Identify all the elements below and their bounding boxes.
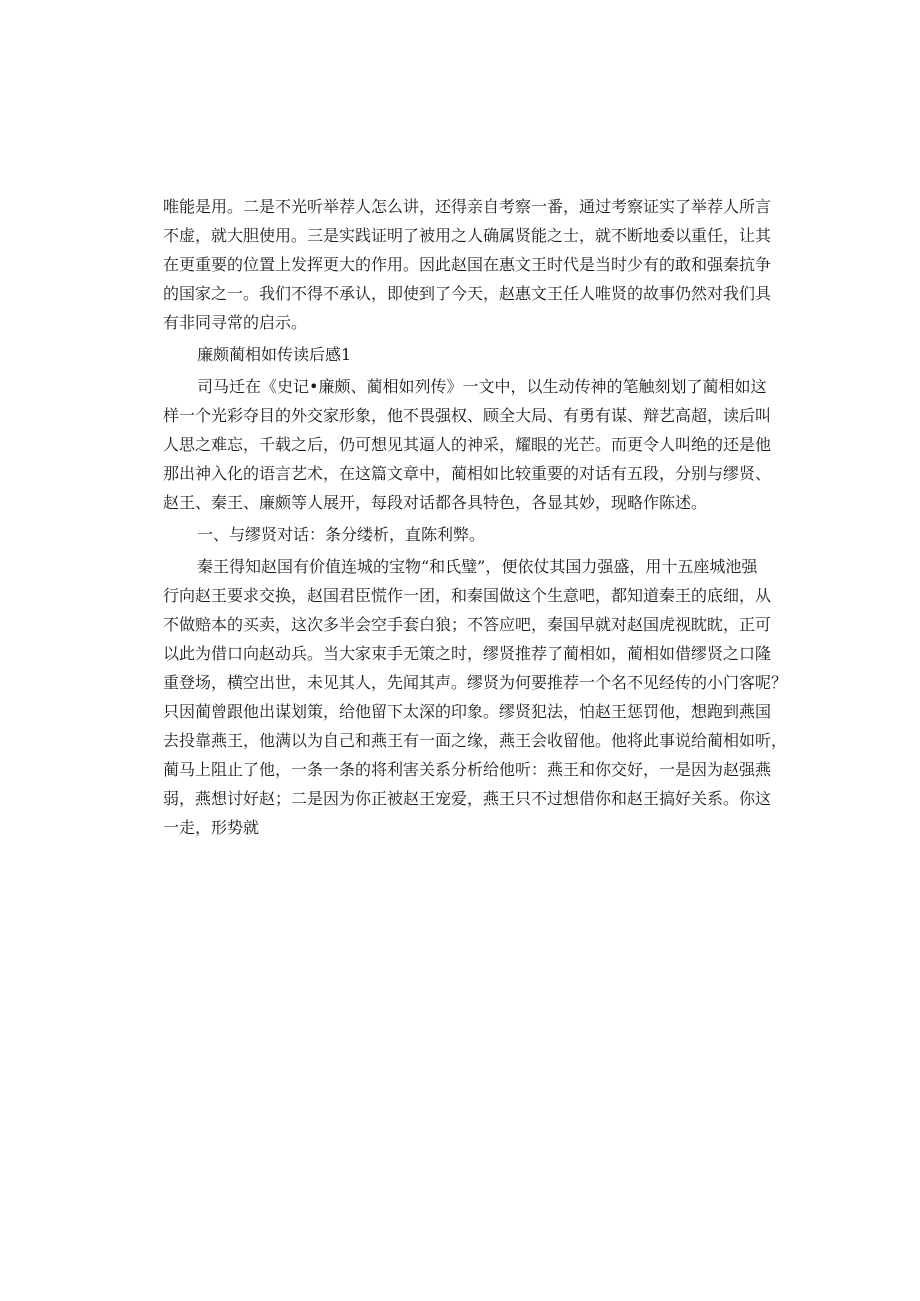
text-line: 赵王、秦王、廉颇等人展开，每段对话都各具特色，各显其妙，现略作陈述。 — [163, 493, 708, 512]
text-line: 行向赵王要求交换，赵国君臣慌作一团，和秦国做这个生意吧，都知道秦王的底细，从 — [163, 586, 772, 605]
body-paragraph — [163, 552, 788, 842]
text-line: 不虚，就大胆使用。三是实践证明了被用之人确属贤能之士，就不断地委以重任，让其 — [163, 226, 772, 245]
text-line: 蔺马上阻止了他，一条一条的将利害关系分析给他听：燕王和你交好，一是因为赵强燕 — [163, 760, 772, 779]
text-line: 不做赔本的买卖，这次多半会空手套白狼；不答应吧，秦国早就对赵国虎视眈眈，正可 — [163, 615, 772, 634]
text-line: 那出神入化的语言艺术，在这篇文章中，蔺相如比较重要的对话有五段，分别与缪贤、 — [163, 464, 772, 483]
text-line: 的国家之一。我们不得不承认，即使到了今天，赵惠文王任人唯贤的故事仍然对我们具 — [163, 284, 772, 303]
text-line: 司马迁在《史记•廉颇、蔺相如列传》一文中，以生动传神的笔触刻划了蔺相如这 — [197, 377, 767, 396]
text-line: 有非同寻常的启示。 — [163, 313, 308, 332]
text-line: 只因蔺曾跟他出谋划策，给他留下太深的印象。缪贤犯法，怕赵王惩罚他，想跑到燕国 — [163, 702, 772, 721]
text-line: 在更重要的位置上发挥更大的作用。因此赵国在惠文王时代是当时少有的敢和强秦抗争 — [163, 255, 772, 274]
intro-paragraph — [163, 372, 772, 517]
text-line: 以此为借口向赵动兵。当大家束手无策之时，缪贤推荐了蔺相如，蔺相如借缪贤之口隆 — [163, 644, 772, 663]
text-line: 一走，形势就 — [163, 818, 260, 837]
document-page — [163, 192, 788, 842]
text-line: 样一个光彩夺目的外交家形象，他不畏强权、顾全大局、有勇有谋、辩艺高超，读后叫 — [163, 406, 772, 425]
text-line: 去投靠燕王，他满以为自己和燕王有一面之缘，燕王会收留他。他将此事说给蔺相如听， — [163, 731, 788, 750]
text-line: 重登场，横空出世，未见其人，先闻其声。缪贤为何要推荐一个名不见经传的小门客呢？ — [163, 673, 788, 692]
section-title: 廉颇蔺相如传读后感1 — [197, 345, 352, 364]
text-line: 人思之难忘，千载之后，仍可想见其逼人的神采，耀眼的光芒。而更令人叫绝的还是他 — [163, 435, 772, 454]
text-line: 弱，燕想讨好赵；二是因为你正被赵王宠爱，燕王只不过想借你和赵王搞好关系。你这 — [163, 789, 772, 808]
text-line: 唯能是用。二是不光听举荐人怎么讲，还得亲自考察一番，通过考察证实了举荐人所言 — [163, 197, 772, 216]
paragraph-continued — [163, 192, 772, 337]
text-line: 秦王得知赵国有价值连城的宝物“和氏璧”，便依仗其国力强盛，用十五座城池强 — [197, 557, 758, 576]
subheading: 一、与缪贤对话：条分缕析，直陈利弊。 — [197, 525, 486, 544]
